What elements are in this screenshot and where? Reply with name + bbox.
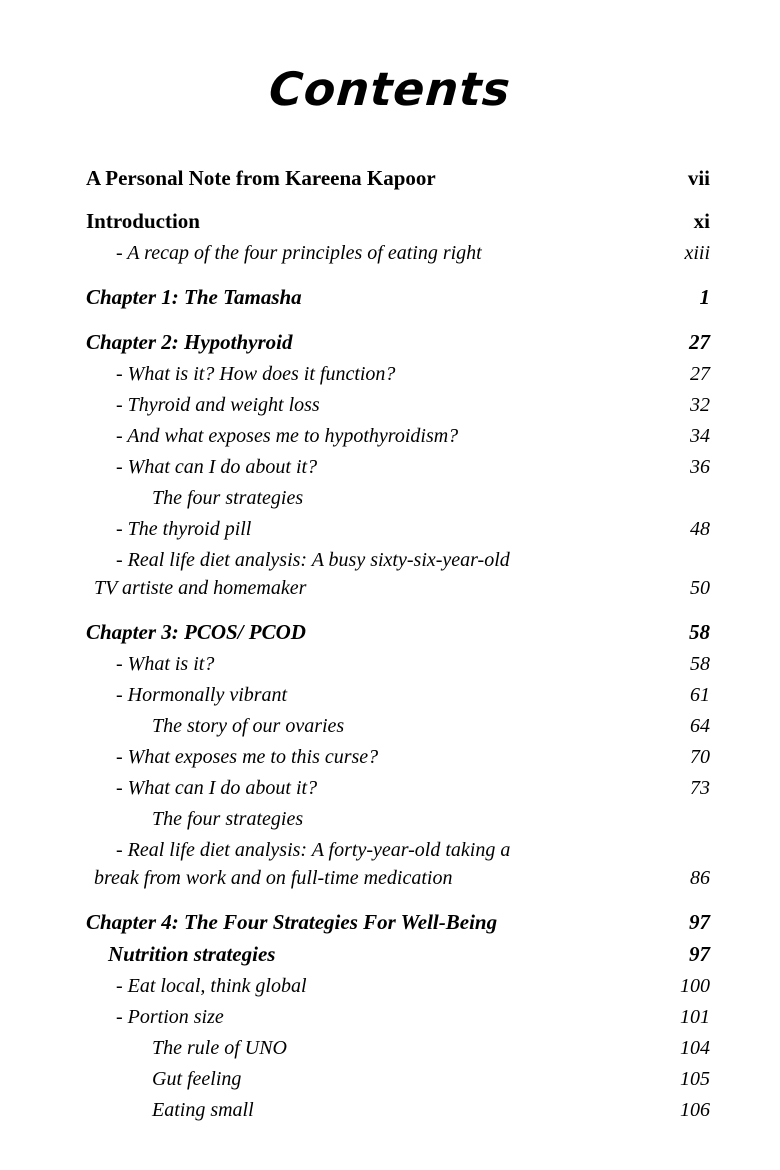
toc-entry-page-number: 73: [690, 777, 710, 799]
toc-entry-label: - Portion size: [116, 1006, 224, 1028]
toc-entry[interactable]: [86, 211, 710, 232]
toc-entry-label: Eating small: [152, 1099, 254, 1121]
toc-entry-label: Nutrition strategies: [108, 942, 276, 966]
toc-entry-page-number: 105: [680, 1068, 710, 1090]
toc-entry-label: - The thyroid pill: [116, 518, 252, 540]
toc-entry-label: - What is it?: [116, 653, 215, 675]
toc-entry-page-number: 48: [690, 518, 710, 540]
toc-entry-label: The rule of UNO: [152, 1037, 287, 1059]
toc-entry[interactable]: [86, 685, 710, 705]
toc-entry-page-number: 100: [680, 975, 710, 997]
toc-entry-label: - Thyroid and weight loss: [116, 394, 320, 416]
toc-entry-page-number: 58: [690, 653, 710, 675]
toc-entry[interactable]: [86, 716, 710, 736]
page-title: Contents: [267, 62, 513, 116]
toc-entry-label: - What exposes me to this curse?: [116, 746, 379, 768]
toc-entry-page-number: 36: [690, 456, 710, 478]
toc-entry-label: Gut feeling: [152, 1068, 242, 1090]
toc-entry-label: - What can I do about it?: [116, 456, 318, 478]
toc-entry[interactable]: [86, 426, 710, 446]
toc-entry[interactable]: [86, 395, 710, 415]
toc-entry-label: - Hormonally vibrant: [116, 684, 288, 706]
toc-entry-page-number: 97: [689, 942, 710, 966]
toc-entry[interactable]: [86, 364, 710, 384]
toc-entry[interactable]: [86, 457, 710, 477]
toc-entry[interactable]: [86, 912, 710, 933]
toc-entry[interactable]: [86, 1069, 710, 1089]
toc-entry-label: - Eat local, think global: [116, 975, 307, 997]
toc-entry-label-continued: break from work and on full-time medication: [94, 867, 453, 889]
toc-entry[interactable]: [86, 622, 710, 643]
toc-entry-label: Introduction: [86, 209, 200, 233]
toc-page: [0, 62, 780, 1170]
toc-entry-page-number: 86: [690, 867, 710, 889]
toc-entry-page-number: xi: [693, 209, 710, 233]
toc-entry[interactable]: [86, 332, 710, 353]
toc-entry-page-number: 70: [690, 746, 710, 768]
toc-entry[interactable]: [86, 519, 710, 539]
toc-list: [0, 168, 780, 1120]
toc-entry[interactable]: [86, 1100, 710, 1120]
toc-entry-page-number: 34: [690, 425, 710, 447]
toc-entry[interactable]: [86, 1007, 710, 1027]
toc-entry-label: A Personal Note from Kareena Kapoor: [86, 166, 436, 190]
toc-entry[interactable]: [86, 550, 710, 598]
toc-entry-label: - What can I do about it?: [116, 777, 318, 799]
toc-entry[interactable]: [86, 488, 710, 508]
toc-entry[interactable]: [86, 654, 710, 674]
toc-entry-label: - A recap of the four principles of eating right: [116, 242, 482, 264]
toc-entry-label: - Real life diet analysis: A forty-year-old taking a break from work and on full-time medication: [116, 840, 664, 888]
toc-entry-label: - What is it? How does it function?: [116, 363, 396, 385]
toc-entry-label: Chapter 2: Hypothyroid: [86, 330, 293, 354]
toc-entry[interactable]: [86, 1038, 710, 1058]
toc-entry[interactable]: [86, 778, 710, 798]
toc-entry-page-number: vii: [687, 166, 710, 190]
toc-entry-label: The four strategies: [152, 487, 304, 509]
toc-entry-label: Chapter 3: PCOS/ PCOD: [86, 620, 306, 644]
toc-entry[interactable]: [86, 168, 710, 189]
toc-entry[interactable]: [86, 243, 710, 263]
toc-entry-page-number: 1: [699, 285, 710, 309]
toc-entry-label-continued: TV artiste and homemaker: [94, 577, 307, 599]
toc-entry-label: Chapter 1: The Tamasha: [86, 285, 302, 309]
toc-entry-label: The four strategies: [152, 808, 304, 830]
toc-entry-page-number: 61: [690, 684, 710, 706]
toc-entry-label: - Real life diet analysis: A busy sixty-six-year-old TV artiste and homemaker: [116, 550, 664, 598]
toc-entry-page-number: 106: [680, 1099, 710, 1121]
toc-entry-page-number: 64: [690, 715, 710, 737]
toc-entry-page-number: 101: [680, 1006, 710, 1028]
toc-entry-page-number: 27: [690, 363, 710, 385]
toc-entry[interactable]: [86, 840, 710, 888]
toc-entry-page-number: 97: [689, 910, 710, 934]
toc-entry[interactable]: [86, 809, 710, 829]
toc-entry-label: The story of our ovaries: [152, 715, 345, 737]
toc-entry-page-number: 27: [689, 330, 710, 354]
toc-entry[interactable]: [86, 287, 710, 308]
toc-entry-page-number: 58: [689, 620, 710, 644]
toc-entry-label: - And what exposes me to hypothyroidism?: [116, 425, 459, 447]
toc-entry-page-number: 50: [690, 577, 710, 599]
toc-entry[interactable]: [86, 747, 710, 767]
toc-entry[interactable]: [86, 976, 710, 996]
toc-entry[interactable]: [86, 944, 710, 965]
toc-entry-page-number: xiii: [684, 242, 710, 264]
toc-entry-page-number: 104: [680, 1037, 710, 1059]
toc-entry-label: Chapter 4: The Four Strategies For Well-Being: [86, 910, 498, 934]
toc-entry-page-number: 32: [690, 394, 710, 416]
